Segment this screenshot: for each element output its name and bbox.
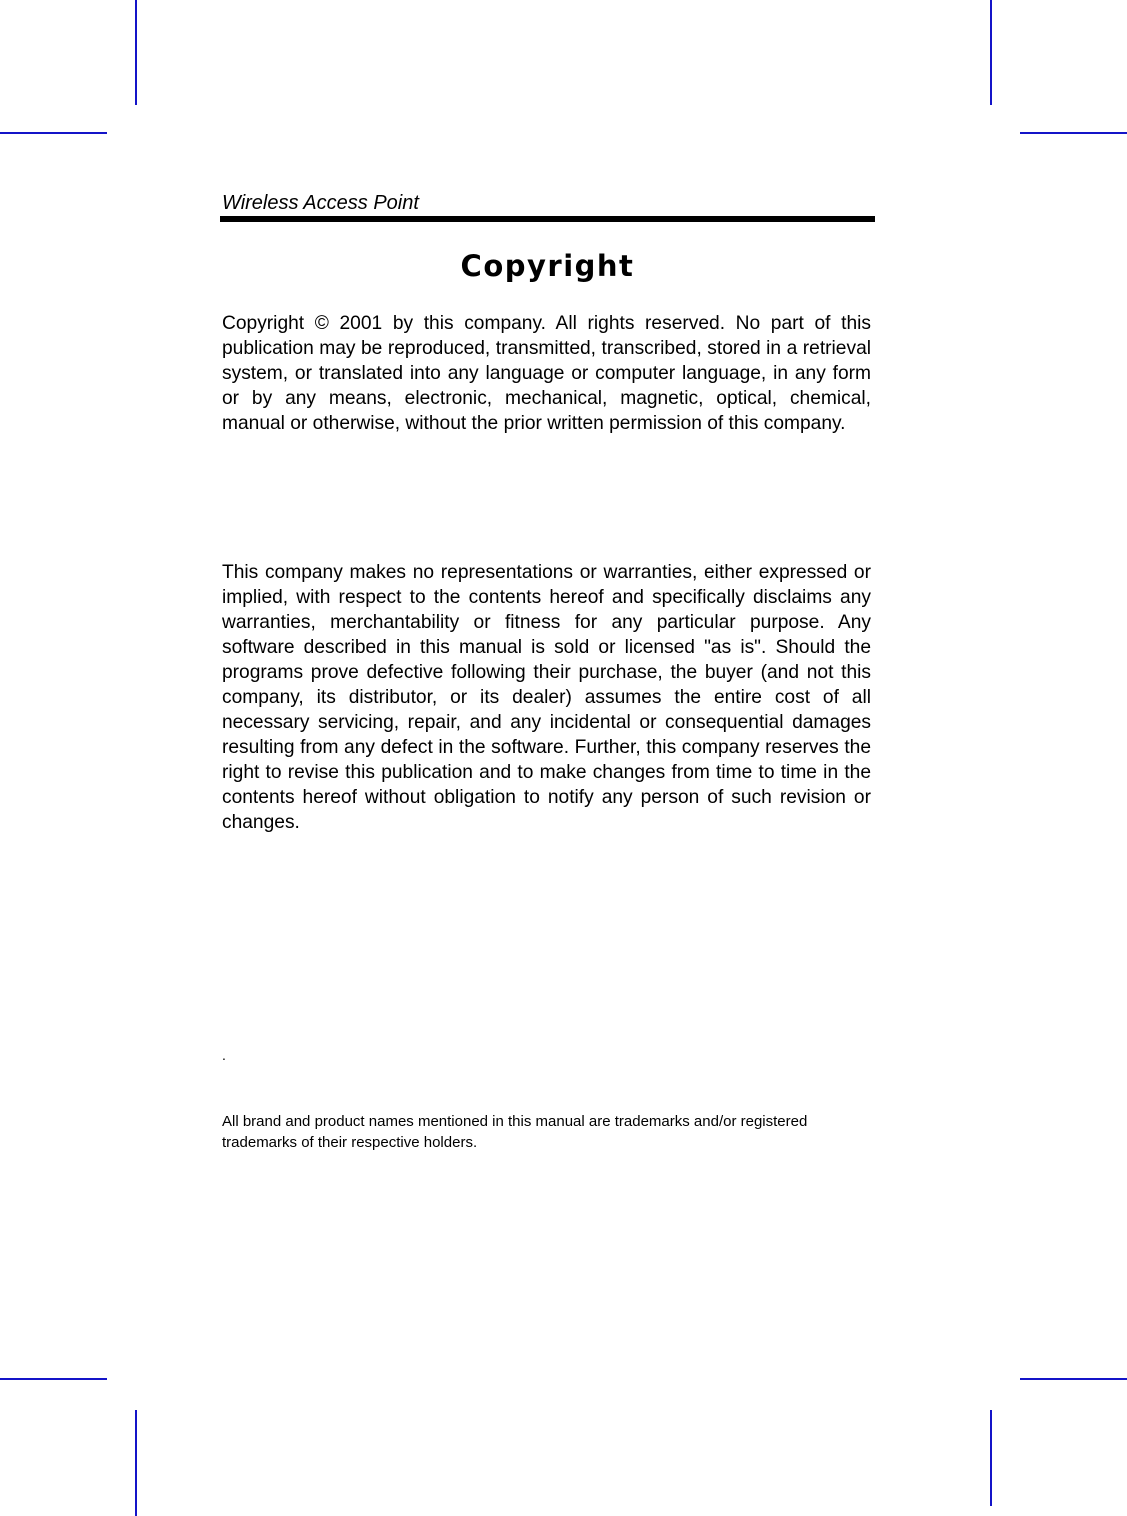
crop-mark-bottom-right-horizontal xyxy=(1020,1378,1127,1380)
crop-mark-top-left-vertical xyxy=(135,0,137,105)
running-header: Wireless Access Point xyxy=(222,192,419,214)
crop-mark-bottom-left-vertical xyxy=(135,1410,137,1516)
crop-mark-bottom-right-vertical xyxy=(990,1410,992,1506)
trademark-note: All brand and product names mentioned in this manual are trademarks and/or registered trademarks of their respective holders. xyxy=(222,1113,808,1151)
page-title: Copyright xyxy=(460,249,635,283)
crop-mark-bottom-left-horizontal xyxy=(0,1378,107,1380)
disclaimer-paragraph: This company makes no representations or warranties, either expressed or implied, with respect to the contents hereof and specifically disclaims any warranties, merchantability or fitness for any particular purpose. Any software described in this manual is sold or licensed "as is". Should the programs prove defective following their purchase, the buyer (and not this company, its distributor, or its dealer) assumes the entire cost of all necessary servicing, repair, and any incidental or consequential damages resulting from any defect in the software. Further, this company reserves the right to revise this publication and to make changes from time to time in the contents hereof without obligation to notify any person of such revision or changes. xyxy=(222,562,871,833)
stray-period: . xyxy=(222,1047,226,1063)
crop-mark-top-right-vertical xyxy=(990,0,992,105)
crop-mark-top-right-horizontal xyxy=(1020,132,1127,134)
crop-mark-top-left-horizontal xyxy=(0,132,107,134)
copyright-paragraph: Copyright © 2001 by this company. All rights reserved. No part of this publication may be reproduced, transmitted, transcribed, stored in a retrieval system, or translated into any language or computer language, in any form or by any means, electronic, mechanical, magnetic, optical, chemical, manual or otherwise, without the prior written permission of this company. xyxy=(222,313,871,434)
header-rule xyxy=(220,216,875,222)
